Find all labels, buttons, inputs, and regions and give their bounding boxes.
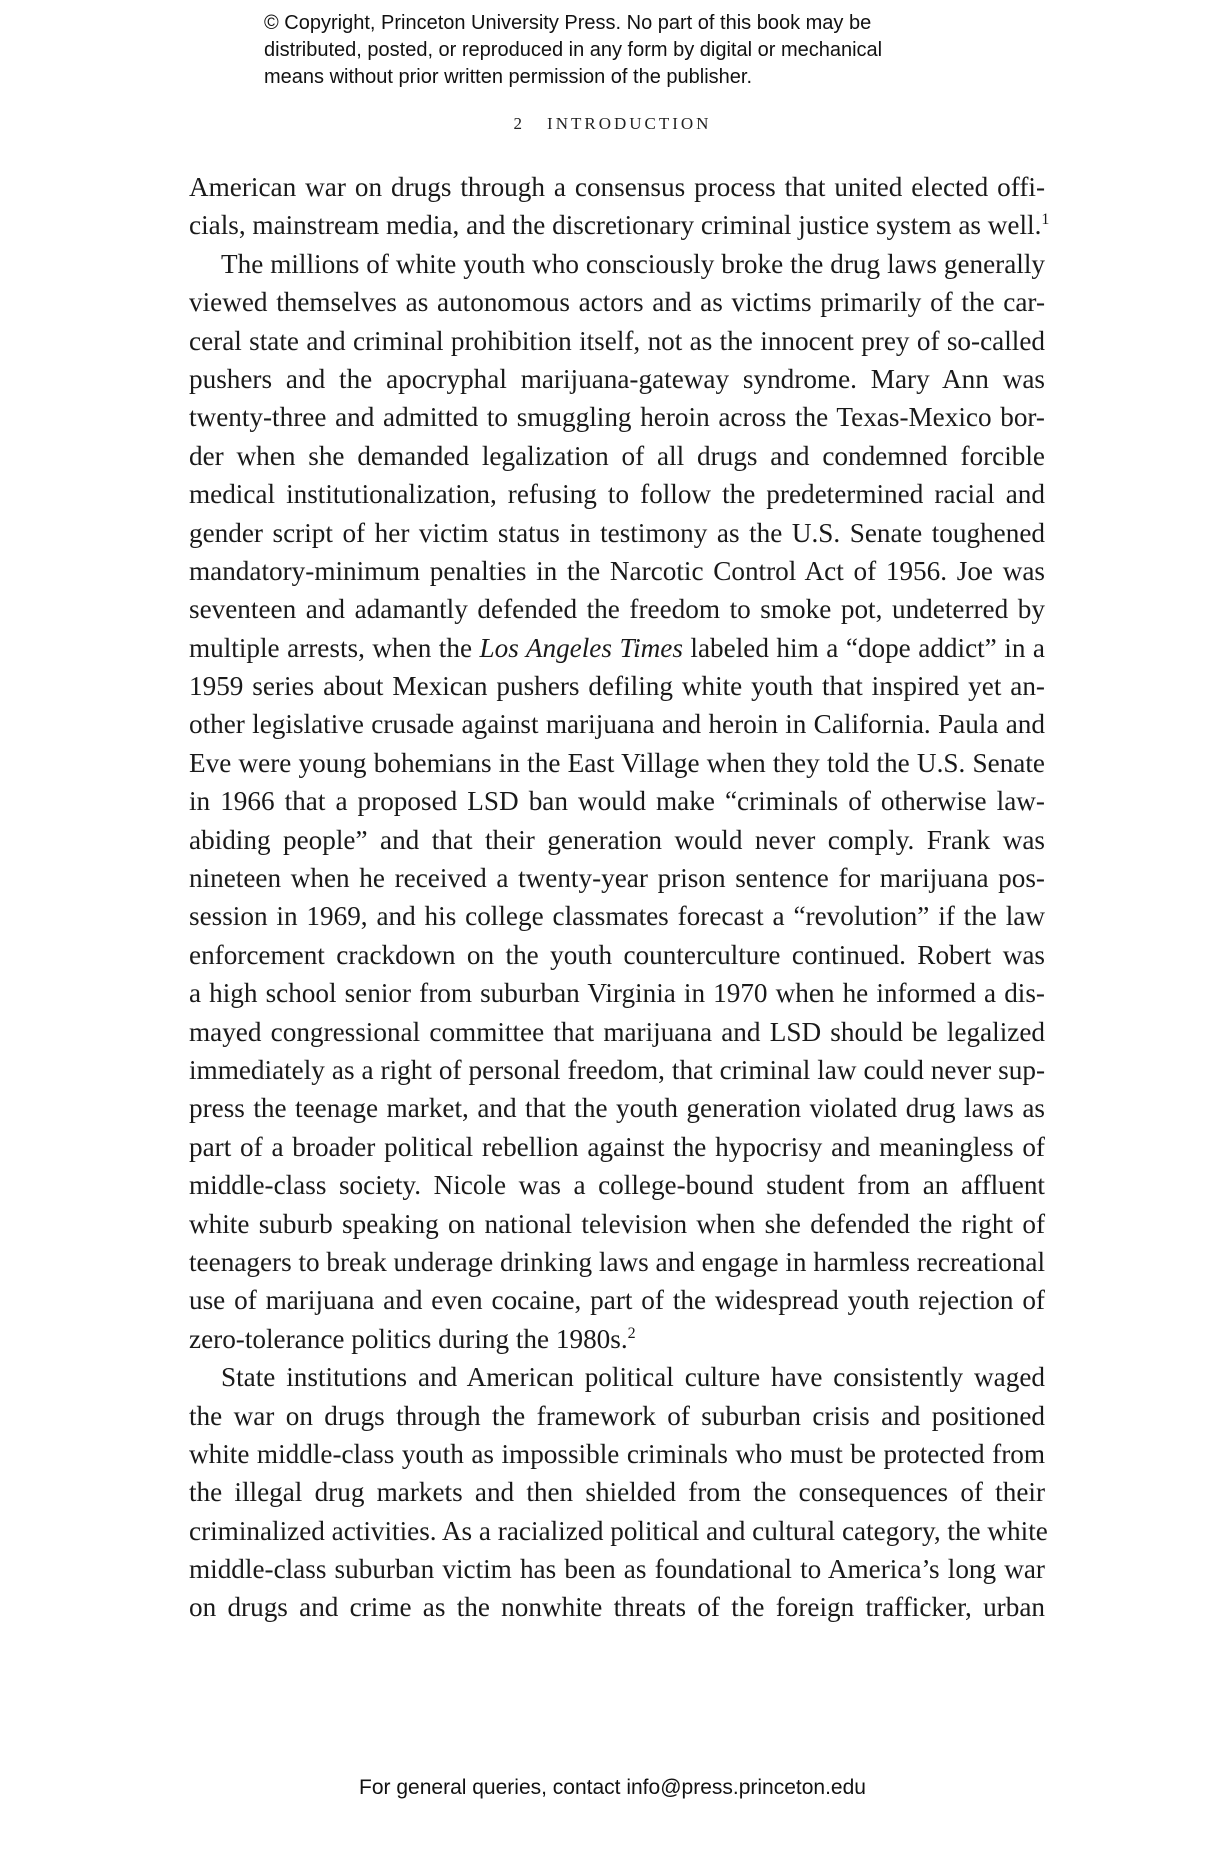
text-line: zero-tolerance politics during the 1980s.$^2$ [189, 1323, 636, 1354]
text-line: nineteen when he received a twenty-year prison sentence for marijuana pos- [189, 863, 1045, 894]
text-line: criminalized activities. As a racialized political and cultural category, the white [189, 1515, 1048, 1546]
chapter-title: INTRODUCTION [547, 114, 712, 133]
text-line: enforcement crackdown on the youth counterculture continued. Robert was [189, 939, 1045, 970]
text-line: American war on drugs through a consensus process that united elected offi- [189, 172, 1045, 202]
text-line: gender script of her victim status in testimony as the U.S. Senate toughened [189, 517, 1045, 548]
paragraph-start: State institutions and American political culture have consistently waged [221, 1362, 1045, 1393]
text-line: abiding people” and that their generation would never comply. Frank was [189, 824, 1045, 855]
text-line: pushers and the apocryphal marijuana-gateway syndrome. Mary Ann was [189, 363, 1045, 394]
body-text [189, 168, 1050, 1627]
text-line: mayed congressional committee that marijuana and LSD should be legalized [189, 1016, 1045, 1047]
text-line: white middle-class youth as impossible criminals who must be protected from [189, 1438, 1045, 1469]
text-line: press the teenage market, and that the youth generation violated drug laws as [189, 1093, 1045, 1124]
text-line: ceral state and criminal prohibition itself, not as the innocent prey of so-called [189, 325, 1045, 356]
text-line: other legislative crusade against marijuana and heroin in California. Paula and [189, 709, 1045, 740]
text-line: seventeen and adamantly defended the freedom to smoke pot, undeterred by [189, 594, 1045, 625]
footer-contact: For general queries, contact info@press.princeton.edu [359, 1776, 866, 1799]
footnote-marker[interactable]: 1 [1041, 211, 1050, 229]
page-number: 2 [513, 114, 526, 133]
copyright-line: means without prior written permission of the publisher. [264, 66, 753, 88]
copyright-notice [264, 10, 984, 91]
text-line: immediately as a right of personal freedom, that criminal law could never sup- [189, 1054, 1045, 1085]
copyright-line: distributed, posted, or reproduced in any form by digital or mechanical [264, 39, 883, 61]
text-line: multiple arrests, when the Los Angeles Times labeled him a “dope addict” in a [189, 632, 1045, 663]
text-line: viewed themselves as autonomous actors and as victims primarily of the car- [189, 287, 1045, 318]
text-line: twenty-three and admitted to smuggling heroin across the Texas-Mexico bor- [189, 402, 1045, 433]
text-line: use of marijuana and even cocaine, part of the widespread youth rejection of [189, 1285, 1045, 1316]
text-line: the illegal drug markets and then shielded from the consequences of their [189, 1477, 1045, 1508]
text-line: a high school senior from suburban Virginia in 1970 when he informed a dis- [189, 978, 1045, 1009]
text-line: white suburb speaking on national television when she defended the right of [189, 1208, 1045, 1239]
text-line: der when she demanded legalization of all drugs and condemned forcible [189, 440, 1045, 471]
text-line: session in 1969, and his college classmates forecast a “revolution” if the law [189, 901, 1045, 932]
text-line: 1959 series about Mexican pushers defiling white youth that inspired yet an- [189, 671, 1045, 702]
text-line: on drugs and crime as the nonwhite threats of the foreign trafficker, urban [189, 1592, 1045, 1623]
text-line: in 1966 that a proposed LSD ban would make “criminals of otherwise law- [189, 786, 1045, 817]
text-line: part of a broader political rebellion against the hypocrisy and meaningless of [189, 1131, 1045, 1162]
paragraph-start: The millions of white youth who consciously broke the drug laws generally [221, 248, 1045, 279]
text-line: medical institutionalization, refusing to follow the predetermined racial and [189, 479, 1045, 510]
text-line: Eve were young bohemians in the East Village when they told the U.S. Senate [189, 747, 1045, 778]
text-line: teenagers to break underage drinking laws and engage in harmless recreational [189, 1246, 1046, 1277]
footnote-marker[interactable]: 2 [627, 1324, 636, 1342]
running-head [0, 114, 1225, 134]
text-line: middle-class suburban victim has been as foundational to America’s long war [189, 1554, 1045, 1585]
text-line: mandatory-minimum penalties in the Narcotic Control Act of 1956. Joe was [189, 555, 1045, 586]
copyright-line: © Copyright, Princeton University Press. No part of this book may be [264, 12, 872, 34]
text-line: the war on drugs through the framework of suburban crisis and positioned [189, 1400, 1045, 1431]
text-line: middle-class society. Nicole was a college-bound student from an affluent [189, 1170, 1045, 1201]
publication-title: Los Angeles Times [479, 632, 683, 663]
text-line: cials, mainstream media, and the discretionary criminal justice system as well.$^1$ [189, 210, 1050, 241]
